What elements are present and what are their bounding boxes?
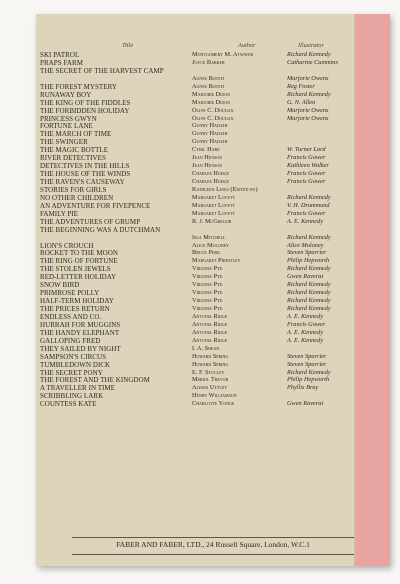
book-row [40,400,354,408]
book-row [40,242,354,250]
book-row [40,281,354,289]
book-row [40,146,354,154]
book-row [40,107,354,115]
book-illustrator: Richard Kennedy [287,305,331,312]
book-author: Virginia Pye [192,265,223,273]
book-author: Cyril Hare [192,146,220,154]
book-author: Howard Spring [192,352,229,360]
book-title: THE SECRET OF THE HARVEST CAMP [40,66,164,75]
book-row [40,392,354,400]
book-row [40,257,354,265]
book-author: Agnes Booth [192,74,224,82]
book-title: THE MARCH OF TIME [40,130,112,139]
book-title: FORTUNE LANE [40,122,93,131]
book-row [40,91,354,99]
book-title: DETECTIVES IN THE HILLS [40,162,130,171]
book-title: LION'S CROUCH [40,241,94,250]
book-author: Margaret Lovett [192,193,236,201]
book-title: RUNAWAY BOY [40,90,92,99]
book-author: Virginia Pye [192,281,223,289]
book-author: Gunby Hadath [192,122,228,130]
book-title: A TRAVELLER IN TIME [40,384,116,393]
book-row [40,313,354,321]
book-illustrator: Steven Spurrier [287,360,327,368]
book-row [40,202,354,210]
book-author: Charles Hodge [192,178,229,185]
book-author: Gunby Hadath [192,138,228,146]
book-title: THE SWINGER [40,138,88,147]
book-author: Olive C. Dougan [192,114,234,122]
book-title: GALLOPING FRED [40,336,101,345]
book-title: PRAPS FARM [40,58,83,67]
book-row [40,369,354,377]
book-title: THE ADVENTURES OF GRUMP [40,217,141,226]
book-row [40,99,354,107]
book-row [40,361,354,369]
book-title: ENDLESS AND CO. [40,312,102,321]
book-illustrator: Steven Spurrier [287,249,327,257]
book-illustrator: Richard Kennedy [287,90,331,98]
book-illustrator: Alice Moloney [287,241,324,249]
book-title: SKI PATROL [40,51,80,59]
book-row [40,265,354,273]
book-row [40,170,354,178]
book-author: Montgomery M. Atwater [192,51,254,58]
book-author: Antonia Ridge [192,328,228,336]
book-row [40,297,354,305]
book-illustrator: Francis Gower [287,154,326,162]
book-author: Margaret Lovett [192,201,236,209]
book-illustrator: Philip Hepworth [287,257,330,265]
book-illustrator: Phyllis Bray [287,384,319,392]
book-illustrator: Richard Kennedy [287,289,331,297]
book-row [40,218,354,226]
book-author: Antonia Ridge [192,336,228,344]
book-illustrator: Richard Kennedy [287,265,331,273]
book-author: Jean Henson [192,154,223,162]
book-illustrator: Reg Foster [287,82,315,90]
book-title: SCRIBBLING LARK [40,392,104,401]
book-title: PRIMROSE POLLY [40,289,100,298]
book-illustrator: Richard Kennedy [287,281,331,289]
book-row [40,249,354,257]
book-illustrator: Kathleen Walker [287,162,329,170]
book-author: Kathleen Lines (Edited by) [192,185,258,193]
book-illustrator: A. E. Kennedy [287,336,324,344]
book-row [40,353,354,361]
book-author: Alice Moloney [192,241,230,249]
book-row [40,67,354,83]
book-author: Virginia Pye [192,305,223,312]
book-title: THE SECRET PONY [40,368,103,377]
book-illustrator: Marjorie Owens [287,74,329,82]
book-title: SAMPSON'S CIRCUS [40,352,107,361]
book-title: THE STOLEN JEWELS [40,265,111,274]
book-illustrator: A. E. Kennedy [287,217,324,225]
book-row [40,194,354,202]
book-row [40,345,354,353]
book-author: Charles Hodge [192,170,229,178]
book-title: TUMBLEDOWN DICK [40,360,111,369]
book-row [40,178,354,186]
book-title: RIVER DETECTIVES [40,154,106,163]
book-author: Joyce Barker [192,58,225,66]
book-illustrator: Steven Spurrier [287,352,327,360]
book-author: Virginia Pye [192,289,223,297]
book-illustrator: Marjorie Owens [287,106,329,114]
book-back-cover [36,14,390,566]
book-author: Agnes Booth [192,82,224,90]
book-author: Marjorie Dixon [192,90,231,98]
book-author: Bruce Peril [192,249,221,257]
book-illustrator: Catharine Cummins [287,58,338,66]
book-author: Charlotte Yonge [192,400,235,408]
book-row [40,210,354,218]
book-title: HURRAH FOR MUGGINS [40,320,121,329]
book-title: THE RAVEN'S CAUSEWAY [40,178,125,186]
book-author: Olive C. Dougan [192,106,234,114]
book-title: THE BEGINNING WAS A DUTCHMAN [40,225,161,234]
book-row [40,162,354,170]
book-illustrator: Francis Gower [287,209,326,217]
book-author: Antonia Ridge [192,312,228,320]
book-row [40,154,354,162]
column-header-author: Author [238,42,256,49]
book-title: SNOW BIRD [40,281,80,290]
book-row [40,186,354,194]
book-title: THE RING OF FORTUNE [40,257,118,266]
book-author: Jean Henson [192,162,223,170]
book-illustrator: Gwen Raverat [287,400,324,408]
book-illustrator: W. Turner Lord [287,146,326,154]
book-title: THEY SAILED BY NIGHT [40,344,121,353]
book-row [40,273,354,281]
book-row [40,122,354,130]
book-title: THE FOREST AND THE KINGDOM [40,376,150,385]
book-illustrator: Gwen Raverat [287,273,324,281]
book-row [40,138,354,146]
book-row [40,59,354,67]
book-row [40,376,354,384]
book-title: STORIES FOR GIRLS [40,185,107,194]
book-author: Howard Spring [192,360,229,368]
book-author: Alison Uttley [192,384,228,392]
book-illustrator: A. E. Kennedy [287,312,324,320]
book-title: THE FORBIDDEN HOLIDAY [40,106,130,115]
book-row [40,384,354,392]
book-row [40,51,354,59]
book-author: Marjorie Dixon [192,98,231,106]
book-title: ROCKET TO THE MOON [40,249,118,258]
book-author: Isla Mitchell [192,233,226,241]
book-author: Margaret Priestley [192,257,241,265]
book-row [40,337,354,345]
book-row [40,329,354,337]
book-author: Antonia Ridge [192,320,228,328]
divider-bottom [72,554,354,555]
book-title: THE HOUSE OF THE WINDS [40,170,131,179]
book-row [40,83,354,91]
book-row [40,321,354,329]
column-header-illustrator: Illustrator [298,42,324,49]
book-title: HALF-TERM HOLIDAY [40,297,114,306]
book-title: FAMILY PIE [40,209,79,218]
book-illustrator: Marjorie Owens [287,114,329,122]
book-row [40,130,354,138]
book-illustrator: Francis Gower [287,320,326,328]
book-author: Margaret Lovett [192,209,236,217]
book-title: THE FOREST MYSTERY [40,82,118,91]
book-row [40,305,354,313]
book-illustrator: Richard Kennedy [287,368,331,376]
book-row [40,289,354,297]
pink-spine-stripe [356,14,390,566]
book-author: Henry Williamson [192,392,237,400]
book-list [40,51,354,408]
book-title: AN ADVENTURE FOR FIVEPENCE [40,201,151,210]
book-illustrator: Philip Hepworth [287,376,330,384]
book-author: E. F. Stucley [192,368,225,376]
book-author: R. J. McGregor [192,217,232,225]
book-illustrator: Richard Kennedy [287,297,331,305]
divider-top [72,537,354,538]
book-title: THE HANDY ELEPHANT [40,328,120,337]
book-title: RED-LETTER HOLIDAY [40,273,117,282]
book-title: COUNTESS KATE [40,400,97,409]
book-row [40,226,354,242]
book-author: I. A. Shead [192,344,220,352]
book-illustrator: V. H. Drummond [287,201,330,209]
book-illustrator: Richard Kennedy [287,193,331,201]
book-illustrator: Richard Kennedy [287,233,331,241]
book-author: Virginia Pye [192,297,223,305]
book-illustrator: G. N. Allen [287,98,316,106]
book-author: Virginia Pye [192,273,223,281]
book-title: NO OTHER CHILDREN [40,193,114,202]
column-header-title: Title [122,42,134,49]
book-author: Gunby Hadath [192,130,228,138]
book-author: Meriol Trevor [192,376,229,384]
book-illustrator: A. E. Kennedy [287,328,324,336]
book-title: PRINCESS GWYN [40,114,97,123]
book-illustrator: Francis Gower [287,170,326,178]
book-title: THE KING OF THE FIDDLES [40,98,131,107]
publisher-line: FABER AND FABER, LTD., 24 Russell Square, London, W.C.1 [116,540,310,549]
book-row [40,115,354,123]
book-title: THE MAGIC BOTTLE [40,146,109,155]
book-illustrator: Richard Kennedy [287,51,331,58]
book-title: THE PRICES RETURN [40,305,110,313]
book-illustrator: Francis Gower [287,178,326,185]
